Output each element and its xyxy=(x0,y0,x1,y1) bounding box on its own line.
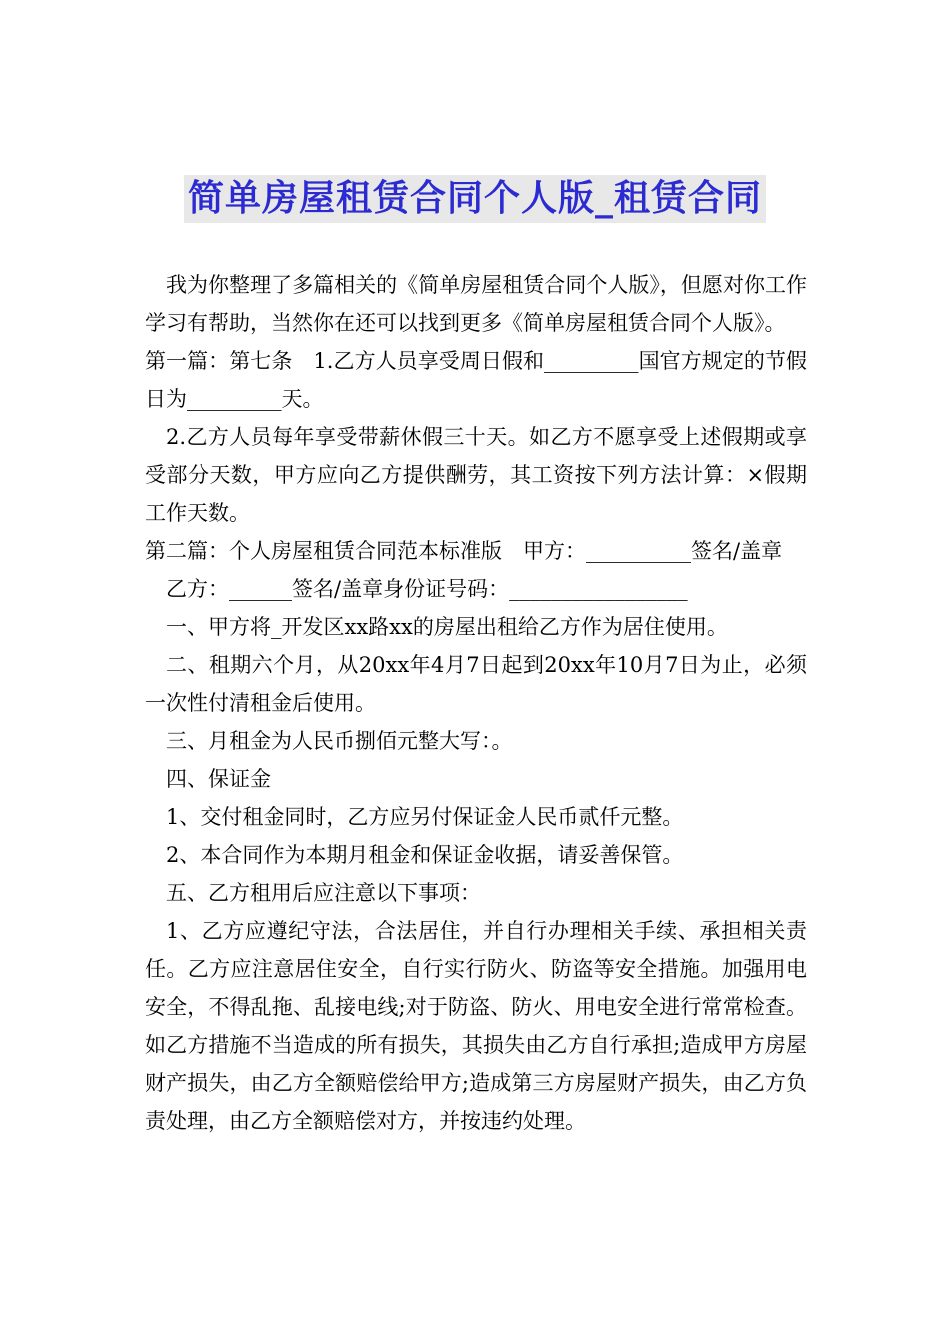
title-container xyxy=(0,175,950,223)
clause-five: 五、乙方租用后应注意以下事项： xyxy=(166,881,481,905)
clause-five-item-one: 1、乙方应遵纪守法，合法居住，并自行办理相关手续、承担相关责任。乙方应注意居住安全，自行实行防火、防盗等安全措施。加强用电安全，不得乱拖、乱接电线;对于防盗、防火、用电安全进行常常检查。如乙方措施不当造成的所有损失，其损失由乙方自行承担;造成甲方房屋财产损失，由乙方全额赔偿给甲方;造成第三方房屋财产损失，由乙方负责处理，由乙方全额赔偿对方，并按违约处理。 xyxy=(145,919,807,1133)
paragraph-part-one-heading: 第一篇：第七条 1.乙方人员享受周日假和_________国官方规定的节假日为_________天。 xyxy=(145,349,807,411)
paragraph-party-b: 乙方：______签名/盖章身份证号码：_________________ xyxy=(166,577,688,601)
clause-three: 三、月租金为人民币捌佰元整大写：。 xyxy=(166,729,513,753)
document-title: 简单房屋租赁合同个人版_租赁合同 xyxy=(184,175,766,223)
document-body xyxy=(145,266,807,1140)
clause-two: 二、租期六个月，从20xx年4月7日起到20xx年10月7日为止，必须一次性付清租金后使用。 xyxy=(145,653,807,715)
clause-four: 四、保证金 xyxy=(166,767,271,791)
clause-four-item-one: 1、交付租金同时，乙方应另付保证金人民币贰仟元整。 xyxy=(166,805,684,829)
paragraph-part-two-heading: 第二篇：个人房屋租赁合同范本标准版 甲方：__________签名/盖章 xyxy=(145,539,783,563)
clause-four-item-two: 2、本合同作为本期月租金和保证金收据，请妥善保管。 xyxy=(166,843,684,867)
paragraph-paid-leave: 2.乙方人员每年享受带薪休假三十天。如乙方不愿享受上述假期或享受部分天数，甲方应向乙方提供酬劳，其工资按下列方法计算：×假期工作天数。 xyxy=(145,425,807,525)
clause-one: 一、甲方将_开发区xx路xx的房屋出租给乙方作为居住使用。 xyxy=(166,615,728,639)
intro-paragraph: 我为你整理了多篇相关的《简单房屋租赁合同个人版》，但愿对你工作学习有帮助，当然你在还可以找到更多《简单房屋租赁合同个人版》。 xyxy=(145,273,807,335)
